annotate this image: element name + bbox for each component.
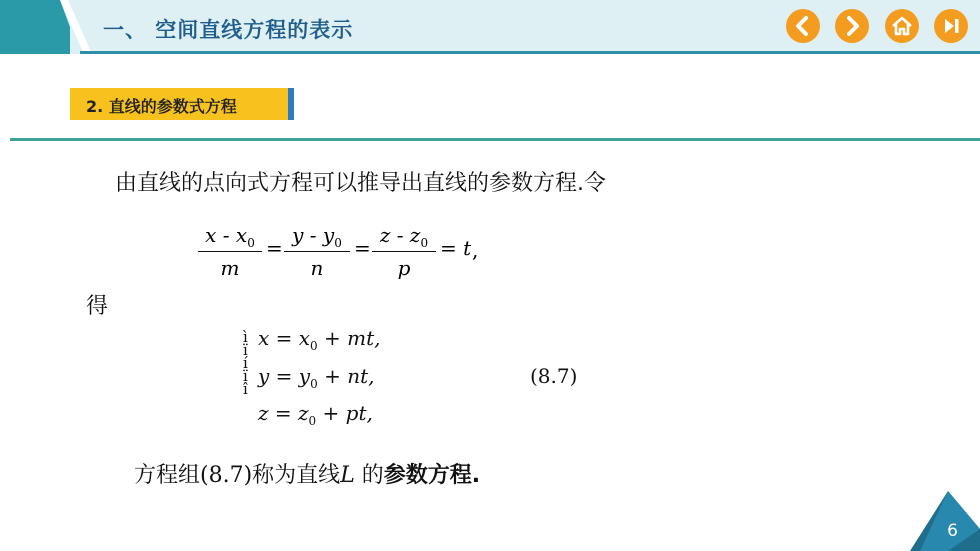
prev-icon [786, 9, 820, 43]
corner-decoration [910, 491, 980, 551]
equals-sign: = [354, 236, 371, 260]
section-label-text: 2. 直线的参数式方程 [86, 97, 237, 116]
brace: ì ï í ï î [243, 328, 248, 398]
next-icon [835, 9, 869, 43]
page-title: 一、 空间直线方程的表示 [103, 18, 354, 42]
home-button[interactable] [885, 9, 919, 43]
next-button[interactable] [835, 9, 869, 43]
fraction-x: x - $x_0$ m [198, 223, 262, 283]
header-accent-block [0, 0, 70, 54]
header-bar [0, 0, 980, 54]
header-underline [80, 51, 980, 54]
equals-t: = t [440, 236, 472, 260]
comma: , [472, 238, 479, 262]
equation-y: $y = y_0$ + nt, [258, 364, 375, 391]
fraction-y: y - $y_0$ n [284, 223, 350, 283]
conclusion-text: 方程组(8.7)称为直线L 的参数方程. [134, 463, 481, 488]
equation-number: (8.7) [530, 364, 578, 388]
last-icon [934, 9, 968, 43]
de-text: 得 [86, 294, 109, 319]
equals-sign: = [266, 236, 283, 260]
last-button[interactable] [934, 9, 968, 43]
section-label [70, 88, 294, 120]
page-number: 6 [947, 521, 958, 541]
equation-x: $x = x_0$ + mt, [258, 326, 381, 353]
fraction-z: z - $z_0$ p [372, 223, 436, 283]
home-icon [885, 9, 919, 43]
intro-text: 由直线的点向式方程可以推导出直线的参数方程.令 [115, 171, 606, 196]
equation-z: $z = z_0$ + pt, [258, 401, 373, 428]
section-label-bar [288, 88, 294, 120]
section-divider [10, 138, 980, 141]
prev-button[interactable] [786, 9, 820, 43]
